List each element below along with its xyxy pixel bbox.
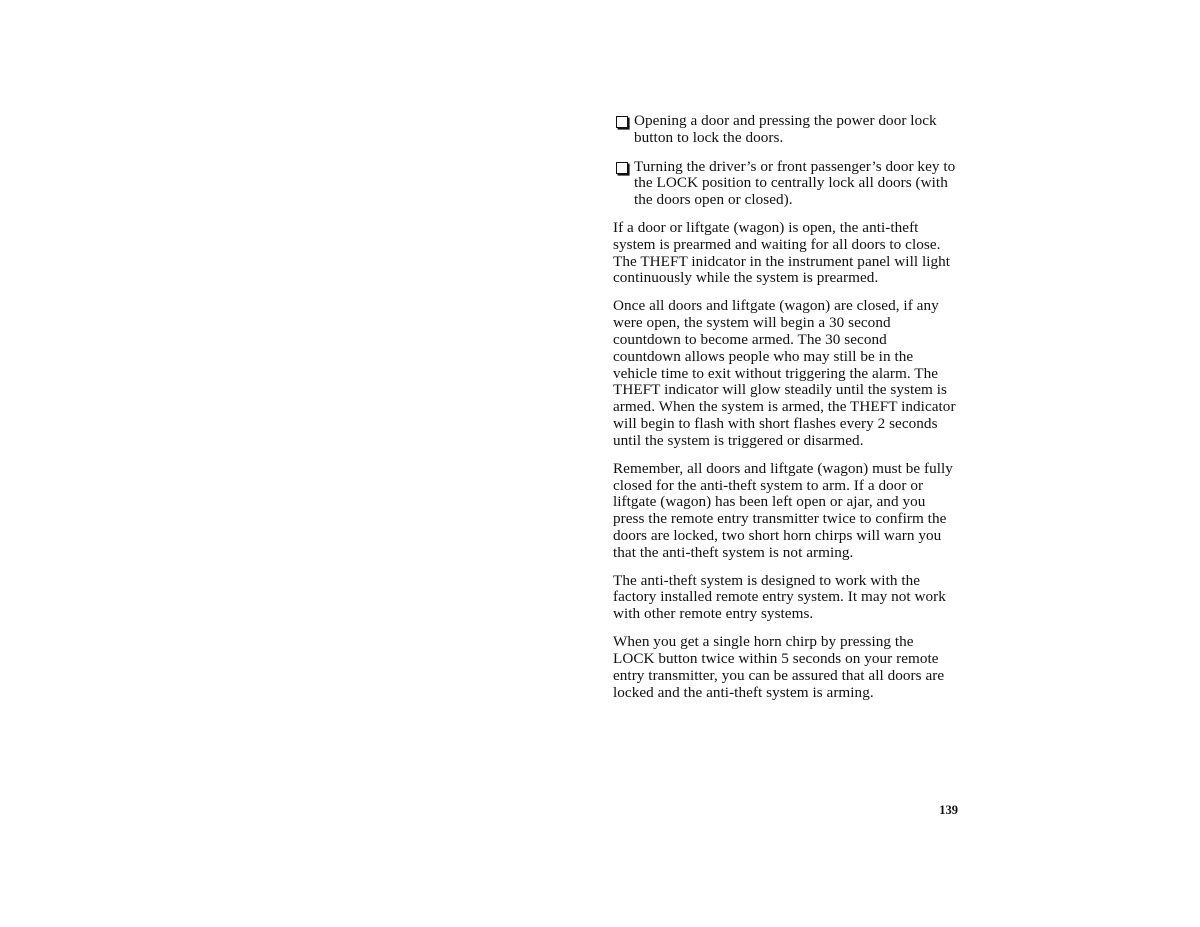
page-text-column	[613, 113, 958, 713]
paragraph-doors-closed: Remember, all doors and liftgate (wagon) must be fully closed for the anti-theft system to arm. If a door or liftgate (wagon) has been left open or ajar, and you press the remote entry transmitter twice to confirm the doors are locked, two short horn chirps will warn you that the anti-theft system is not arming.	[613, 459, 953, 561]
paragraph-prearmed: If a door or liftgate (wagon) is open, the anti-theft system is prearmed and waiting for all doors to close. The THEFT inidcator in the instrument panel will light continuously while the system is prearmed.	[613, 218, 951, 287]
bullet-text: Turning the driver’s or front passenger’s door key to the LOCK position to centrally lock all doors (with the doors open or closed).	[634, 157, 956, 209]
bullet-item	[613, 159, 958, 209]
paragraph-compatibility: The anti-theft system is designed to work with the factory installed remote entry system. It may not work with other remote entry systems.	[613, 571, 946, 623]
paragraph-horn-chirp: When you get a single horn chirp by pressing the LOCK button twice within 5 seconds on your remote entry transmitter, you can be assured that all doors are locked and the anti-theft system is arming.	[613, 633, 945, 701]
checkbox-icon	[616, 162, 628, 174]
bullet-text: Opening a door and pressing the power door lock button to lock the doors.	[634, 112, 937, 146]
checkbox-icon	[616, 116, 628, 128]
paragraph-countdown: Once all doors and liftgate (wagon) are closed, if any were open, the system will begin a 30 second countdown to become armed. The 30 second countdown allows people who may still be in the vehicle time to exit without triggering the alarm. The THEFT indicator will glow steadily until the system is armed. When the system is armed, the THEFT indicator will begin to flash with short flashes every 2 seconds until the system is triggered or disarmed.	[613, 297, 956, 449]
bullet-item	[613, 113, 958, 147]
page-number: 139	[939, 803, 958, 817]
